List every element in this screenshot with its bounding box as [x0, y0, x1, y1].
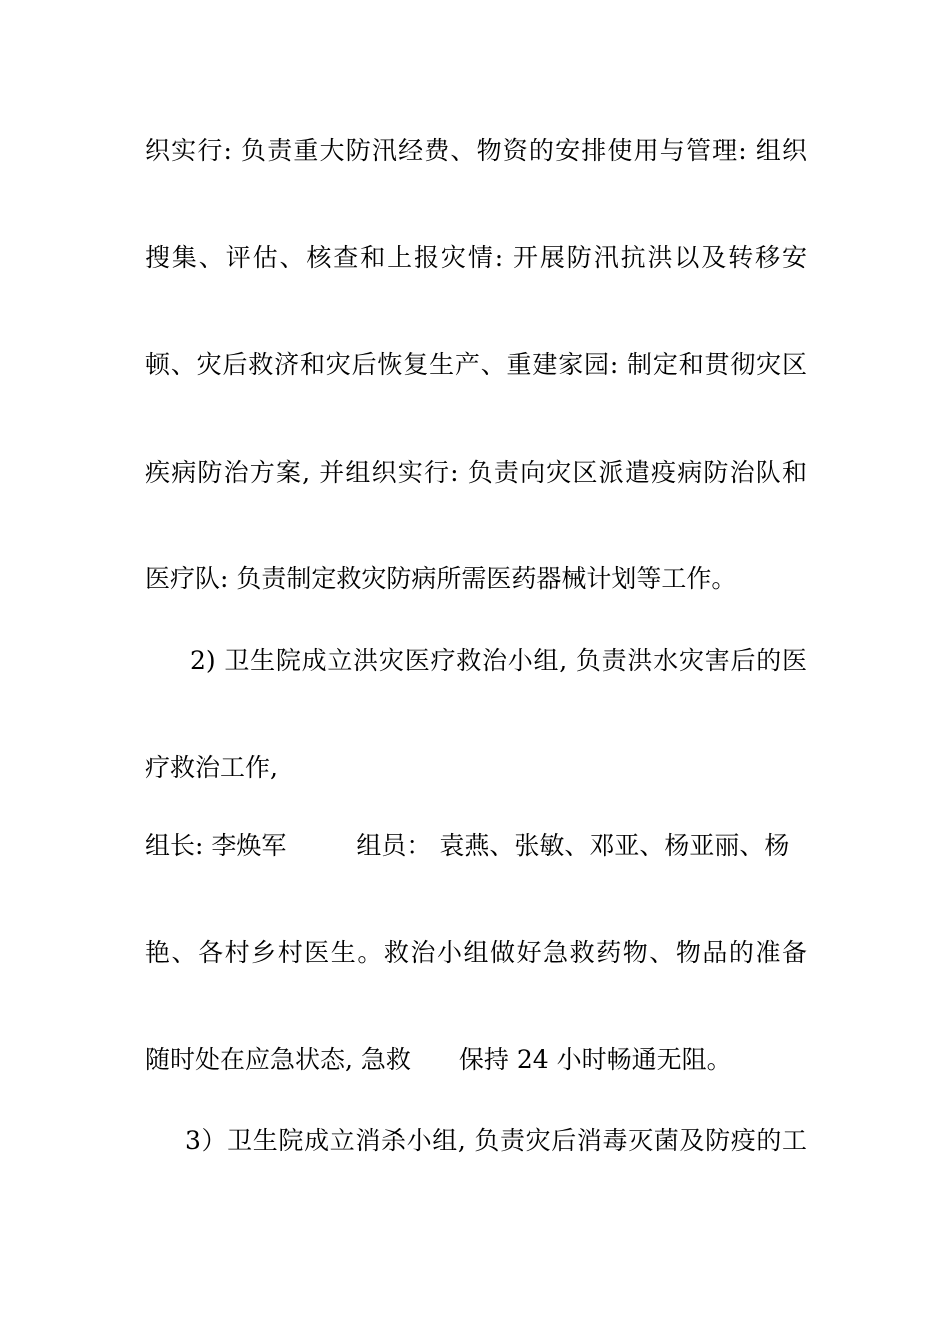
- paragraph-line-3: 顿、灾后救济和灾后恢复生产、重建家园: 制定和贯彻灾区: [145, 350, 807, 379]
- standby-line: [145, 1045, 807, 1075]
- paragraph-line-4: 疾病防治方案, 并组织实行: 负责向灾区派遣疫病防治队和: [145, 458, 807, 487]
- paragraph-line-1: 织实行: 负责重大防汛经费、物资的安排使用与管理: 组织: [145, 136, 807, 165]
- team-leader-text: 组长: 李焕军: [145, 831, 287, 860]
- standby-text-part1: 随时处在应急状态, 急救: [145, 1045, 411, 1074]
- team-members-text: 组员： 袁燕、张敏、邓亚、杨亚丽、杨: [356, 831, 790, 860]
- item-3-heading-line: 3）卫生院成立消杀小组, 负责灾后消毒灭菌及防疫的工: [185, 1126, 807, 1155]
- paragraph-line-5: 医疗队: 负责制定救灾防病所需医药器械计划等工作。: [145, 564, 737, 593]
- paragraph-line-2: 搜集、评估、核查和上报灾情: 开展防汛抗洪以及转移安: [145, 243, 807, 272]
- item-2-heading-line: 2) 卫生院成立洪灾医疗救治小组, 负责洪水灾害后的医: [190, 646, 807, 675]
- team-members-continuation-line: 艳、各村乡村医生。救治小组做好急救药物、物品的准备: [145, 938, 807, 967]
- item-2-continuation-line: 疗救治工作,: [145, 753, 278, 782]
- standby-text-part2: 保持 24 小时畅通无阻。: [458, 1045, 732, 1074]
- team-members-line: [145, 831, 807, 861]
